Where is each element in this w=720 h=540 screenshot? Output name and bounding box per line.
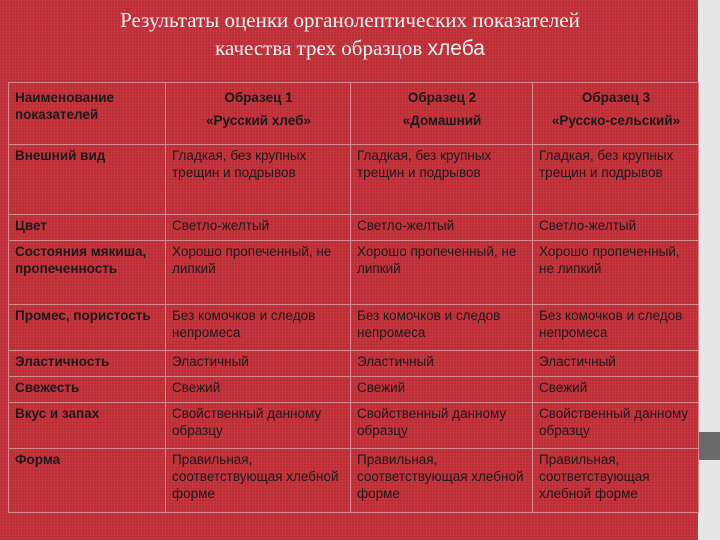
row-value-sample-2: Без комочков и следов непромеса — [351, 305, 533, 351]
row-parameter: Эластичность — [9, 351, 166, 377]
row-value-sample-1: Свежий — [166, 377, 351, 403]
row-parameter: Свежесть — [9, 377, 166, 403]
sample-3-label: «Русско-сельский» — [551, 113, 681, 128]
header-sample-2 — [351, 83, 533, 145]
sample-2-name: Образец 2 — [407, 90, 477, 105]
row-parameter: Промес, пористость — [9, 305, 166, 351]
row-parameter: Состояния мякиша, пропеченность — [9, 241, 166, 305]
table-row — [9, 215, 699, 241]
sample-3-name: Образец 3 — [581, 90, 651, 105]
header-parameter-name: Наименование показателей — [9, 83, 166, 145]
row-value-sample-1: Без комочков и следов непромеса — [166, 305, 351, 351]
slide-title — [0, 6, 700, 63]
row-value-sample-2: Правильная, соответствующая хлебной форме — [351, 449, 533, 513]
evaluation-table — [8, 82, 699, 513]
table-row — [9, 145, 699, 215]
row-value-sample-1: Правильная, соответствующая хлебной форме — [166, 449, 351, 513]
title-line-2 — [0, 34, 700, 63]
sample-1-name: Образец 1 — [224, 90, 293, 105]
row-value-sample-1: Хорошо пропеченный, не липкий — [166, 241, 351, 305]
row-value-sample-2: Свежий — [351, 377, 533, 403]
row-value-sample-3: Свежий — [533, 377, 699, 403]
row-value-sample-3: Свойственный данному образцу — [533, 403, 699, 449]
row-value-sample-3: Светло-желтый — [533, 215, 699, 241]
row-parameter: Вкус и запах — [9, 403, 166, 449]
row-value-sample-1: Гладкая, без крупных трещин и подрывов — [166, 145, 351, 215]
title-line-2-suffix: хлеба — [427, 37, 485, 60]
row-value-sample-1: Свойственный данному образцу — [166, 403, 351, 449]
sample-1-label: «Русский хлеб» — [206, 113, 311, 128]
row-value-sample-2: Эластичный — [351, 351, 533, 377]
row-value-sample-2: Хорошо пропеченный, не липкий — [351, 241, 533, 305]
slide-marker — [698, 432, 720, 460]
table-header-row — [9, 83, 699, 145]
header-sample-3 — [533, 83, 699, 145]
row-value-sample-1: Эластичный — [166, 351, 351, 377]
title-line-1: Результаты оценки органолептических показателей — [120, 8, 580, 32]
row-parameter: Форма — [9, 449, 166, 513]
sample-2-label: «Домашний — [402, 113, 482, 128]
table-row — [9, 377, 699, 403]
row-value-sample-3: Гладкая, без крупных трещин и подрывов — [533, 145, 699, 215]
table-row — [9, 305, 699, 351]
table-row — [9, 449, 699, 513]
table-row — [9, 403, 699, 449]
header-sample-1 — [166, 83, 351, 145]
row-value-sample-3: Эластичный — [533, 351, 699, 377]
row-value-sample-1: Светло-желтый — [166, 215, 351, 241]
table-row — [9, 241, 699, 305]
table-row — [9, 351, 699, 377]
row-parameter: Цвет — [9, 215, 166, 241]
row-value-sample-3: Без комочков и следов непромеса — [533, 305, 699, 351]
title-line-2-prefix: качества трех образцов — [215, 36, 428, 60]
row-value-sample-2: Светло-желтый — [351, 215, 533, 241]
row-value-sample-3: Правильная, соответствующая хлебной форме — [533, 449, 699, 513]
row-value-sample-2: Гладкая, без крупных трещин и подрывов — [351, 145, 533, 215]
row-value-sample-2: Свойственный данному образцу — [351, 403, 533, 449]
row-value-sample-3: Хорошо пропеченный, не липкий — [533, 241, 699, 305]
row-parameter: Внешний вид — [9, 145, 166, 215]
